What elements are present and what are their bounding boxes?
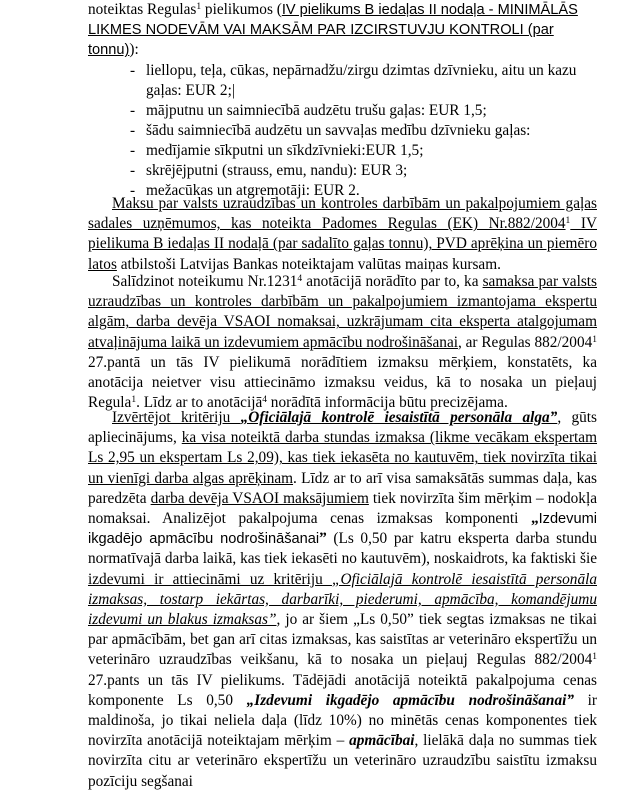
- dash-bullet: -: [130, 162, 136, 179]
- dash-bullet: -: [130, 122, 136, 139]
- paragraph-text: ir maldinoša, jo tikai neliela daļa (līdz 10%) no minētās cenas komponentes tiek novirzīta anotācijā noteiktajam mērķim –: [88, 691, 597, 750]
- cost-component-name: „Izdevumi ikgadējo apmācību nodrošināšanai”: [246, 691, 574, 709]
- paragraph-text: tiek segtas izmaksas ne tikai par apmācībām, bet gan arī citas izmaksas, kas saistītas ar veterināro ekspertīžu un veterināro uzraudzības veikšanu, kā to nosaka un pieļauj Regulas 882/2004: [88, 611, 597, 669]
- paragraph-text: 27.pants un tās IV pielikums. Tādējādi anotācijā noteiktā pakalpojuma cenas komponente Ls 0,50: [88, 671, 597, 709]
- footnote-ref: 1: [131, 395, 137, 406]
- paragraph-text: tiek novirzīta šim mērķim – nodokļa nomaksai. Analizējot pakalpojuma cenas izmaksas komponenti: [88, 489, 597, 528]
- footnote-ref: 4: [297, 274, 303, 284]
- underlined-text: izdevumi ir attiecināmi uz kritēriju: [88, 570, 332, 588]
- footnote-ref: 4: [262, 395, 267, 406]
- paragraph-text: . Līdz ar to anotācijā: [136, 394, 263, 412]
- list-item: [0, 101, 597, 121]
- list-item: [0, 141, 597, 161]
- list-item-text: mājputnu un saimniecībā audzētu trušu gaļas: EUR 1,5;: [146, 102, 487, 119]
- dash-bullet: -: [130, 142, 136, 159]
- paragraph-annotation-comparison: [88, 272, 597, 413]
- dash-bullet: -: [130, 62, 136, 79]
- underlined-text: Maksu par valsts uzraudzības un kontroles darbībām un pakalpojumiem gaļas sadales uzņēmumos, kas noteikta Padomes Regulas (EK) Nr.882/2004: [88, 195, 597, 233]
- underlined-text: darba devēja VSAOI maksājumiem: [150, 489, 369, 507]
- annex-reference: IV pielikums B iedaļas II nodaļa - MINIMĀLĀS LIKMES NODEVĀM VAI MAKSĀM PAR IZCIRSTUVJU KONTROLI (par tonnu): [88, 2, 578, 59]
- quote-mark: ”: [319, 530, 327, 548]
- list-item: [0, 61, 597, 101]
- footnote-ref: 1: [565, 216, 571, 227]
- underlined-text: Izvērtējot kritēriju: [112, 409, 241, 426]
- footnote-ref: 1: [592, 652, 597, 663]
- paragraph-text: 27.pantā un tās IV pielikumā norādītiem izmaksu mērķiem, konstatēts, ka anotācija neietver visu attiecināmo izmaksu veidus, kā to nosaka un pieļauj Regula: [88, 353, 597, 412]
- paragraph-text: , lielākā daļa no summas tiek novirzīta citu ar veterināro ekspertīžu un veterināro uzraudzību saistītu izmaksu pozīciju segšanai: [88, 732, 597, 790]
- cost-component-name: Izdevumi ikgadējo apmācību nodrošināšanai: [88, 511, 597, 548]
- paragraph-fee-calculation: [88, 194, 597, 275]
- paragraph-text: , jo ar šiem: [276, 611, 354, 629]
- paragraph-text: (Ls 0,50 par katru eksperta darba stundu normatīvajā darba laikā, kas tiek iekasēti no kautuvēm), noskaidrots, ka faktiski šie: [88, 530, 597, 568]
- underlined-text: IV pielikuma B iedaļas II nodaļā (par sadalīto gaļas tonnu), PVD aprēķina un piemēro latos: [88, 215, 598, 273]
- list-item-text: šādu saimniecībā audzētu un savvaļas medību dzīvnieku gaļas:: [146, 122, 531, 139]
- list-item-text: mežacūkas un atgremotāji: EUR 2.: [146, 182, 360, 199]
- paragraph-text: Salīdzinot noteikumu Nr.1231: [112, 273, 298, 290]
- list-item-text: liellopu, teļa, cūkas, nepārnadžu/zirgu dzimtas dzīvnieku, aitu un kazu gaļas: EUR 2;|: [146, 62, 577, 99]
- paragraph-text: anotācijā norādīto par to, ka: [302, 273, 483, 290]
- dash-bullet: -: [130, 182, 136, 199]
- underlined-text: samaksa par valsts uzraudzības un kontroles darbībām un pakalpojumiem izmantojama ekspertu algām, darba devēja VSAOI nomaksai, uzkrājumam cita eksperta atalgojumam atvaļinājuma laikā un izdevumiem apmācību nodrošināšanai: [88, 273, 597, 351]
- dash-bullet: -: [130, 102, 136, 119]
- paragraph-text: atbilstoši Latvijas Bankas noteiktajam valūtas maiņas kursam.: [116, 255, 501, 273]
- paragraph-criteria-evaluation: [88, 408, 597, 792]
- paragraph-text: , gūts apliecinājums,: [88, 409, 597, 447]
- footnote-ref: 1: [592, 334, 597, 345]
- intro-text: ):: [129, 41, 139, 59]
- list-item: [0, 161, 597, 181]
- fee-list: [0, 61, 630, 201]
- paragraph-text: , ar Regulas 882/2004: [457, 333, 593, 351]
- intro-text: pielikumos (: [201, 1, 282, 18]
- intro-paragraph: [88, 0, 597, 61]
- paragraph-text: norādītā informācija būtu precizējama.: [266, 394, 508, 412]
- criterion-title: „Oficiālajā kontrolē iesaistītā personāla izmaksas, tostarp iekārtas, darbarīki, piederumi, apmācība, komandējumu izdevumi un blakus izmaksas”: [88, 570, 597, 629]
- criterion-title: „Oficiālajā kontrolē iesaistītā personāla alga”: [240, 409, 558, 426]
- quote-mark: „: [530, 510, 539, 528]
- emphasis-text: apmācībai: [349, 732, 415, 750]
- footnote-ref: 1: [196, 2, 202, 12]
- paragraph-text: . Līdz ar to arī visa samaksātās summas daļa, kas paredzēta: [88, 469, 597, 507]
- intro-text: noteiktas Regulas: [88, 1, 197, 18]
- list-item-text: skrējējputni (strauss, emu, nandu): EUR 3;: [146, 162, 408, 179]
- underlined-text: ka visa noteiktā darba stundas izmaksa (likme vecākam ekspertam Ls 2,95 un ekspertam Ls 2,09), kas tiek iekasēta no kautuvēm, tiek novirzīta tikai un vienīgi darba algas aprēķinam: [88, 429, 597, 487]
- quoted-amount: „Ls 0,50”: [353, 611, 414, 629]
- list-item-text: medījamie sīkputni un sīkdzīvnieki:EUR 1,5;: [146, 142, 424, 159]
- list-item: [0, 121, 597, 141]
